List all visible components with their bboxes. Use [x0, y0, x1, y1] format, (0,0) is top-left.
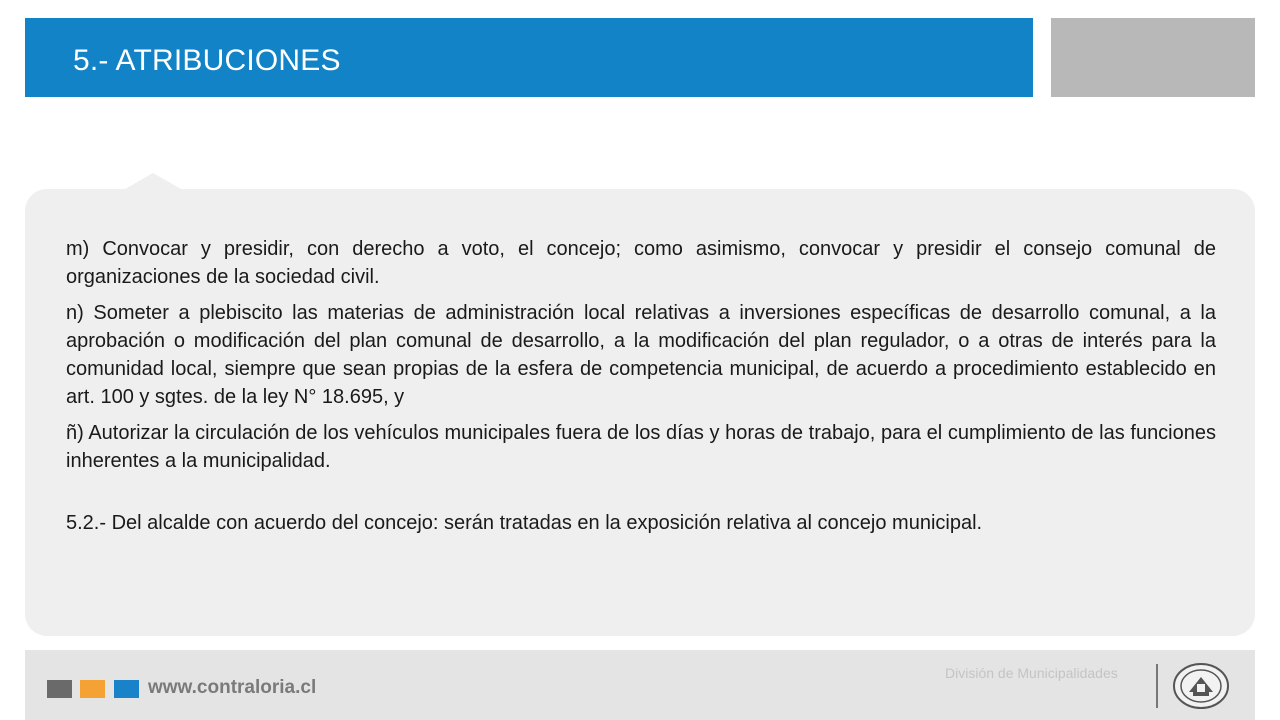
- footer-square-blue: [114, 680, 139, 698]
- corner-decoration: [1051, 18, 1255, 97]
- paragraph-n: n) Someter a plebiscito las materias de administración local relativas a inversiones específicas de desarrollo comunal, a la aprobación o modificación del plan comunal de desarrollo, a la modificación del plan regulador, o a otras de interés para la comunidad local, siempre que sean propias de la esfera de competencia municipal, de acuerdo a procedimiento establecido en art. 100 y sgtes. de la ley N° 18.695, y: [66, 302, 1216, 408]
- content-body: [66, 235, 1216, 545]
- paragraph-enie: ñ) Autorizar la circulación de los vehículos municipales fuera de los días y horas de trabajo, para el cumplimiento de las funciones inherentes a la municipalidad.: [66, 422, 1216, 472]
- content-panel: [25, 189, 1255, 636]
- slide-title: 5.- ATRIBUCIONES: [73, 43, 341, 77]
- footer: [25, 650, 1255, 720]
- paragraph-5-2: 5.2.- Del alcalde con acuerdo del concejo: serán tratadas en la exposición relativa al concejo municipal.: [66, 512, 983, 534]
- contraloria-seal-icon: [1172, 662, 1230, 710]
- title-bar: [25, 18, 1033, 97]
- footer-square-orange: [80, 680, 105, 698]
- panel-notch: [125, 173, 181, 189]
- footer-url-link[interactable]: www.contraloria.cl: [148, 677, 317, 698]
- paragraph-m: m) Convocar y presidir, con derecho a voto, el concejo; como asimismo, convocar y presidir el consejo comunal de organizaciones de la sociedad civil.: [66, 238, 1216, 288]
- footer-square-gray: [47, 680, 72, 698]
- footer-divider: [1156, 664, 1158, 708]
- footer-division-label: División de Municipalidades: [945, 665, 1118, 681]
